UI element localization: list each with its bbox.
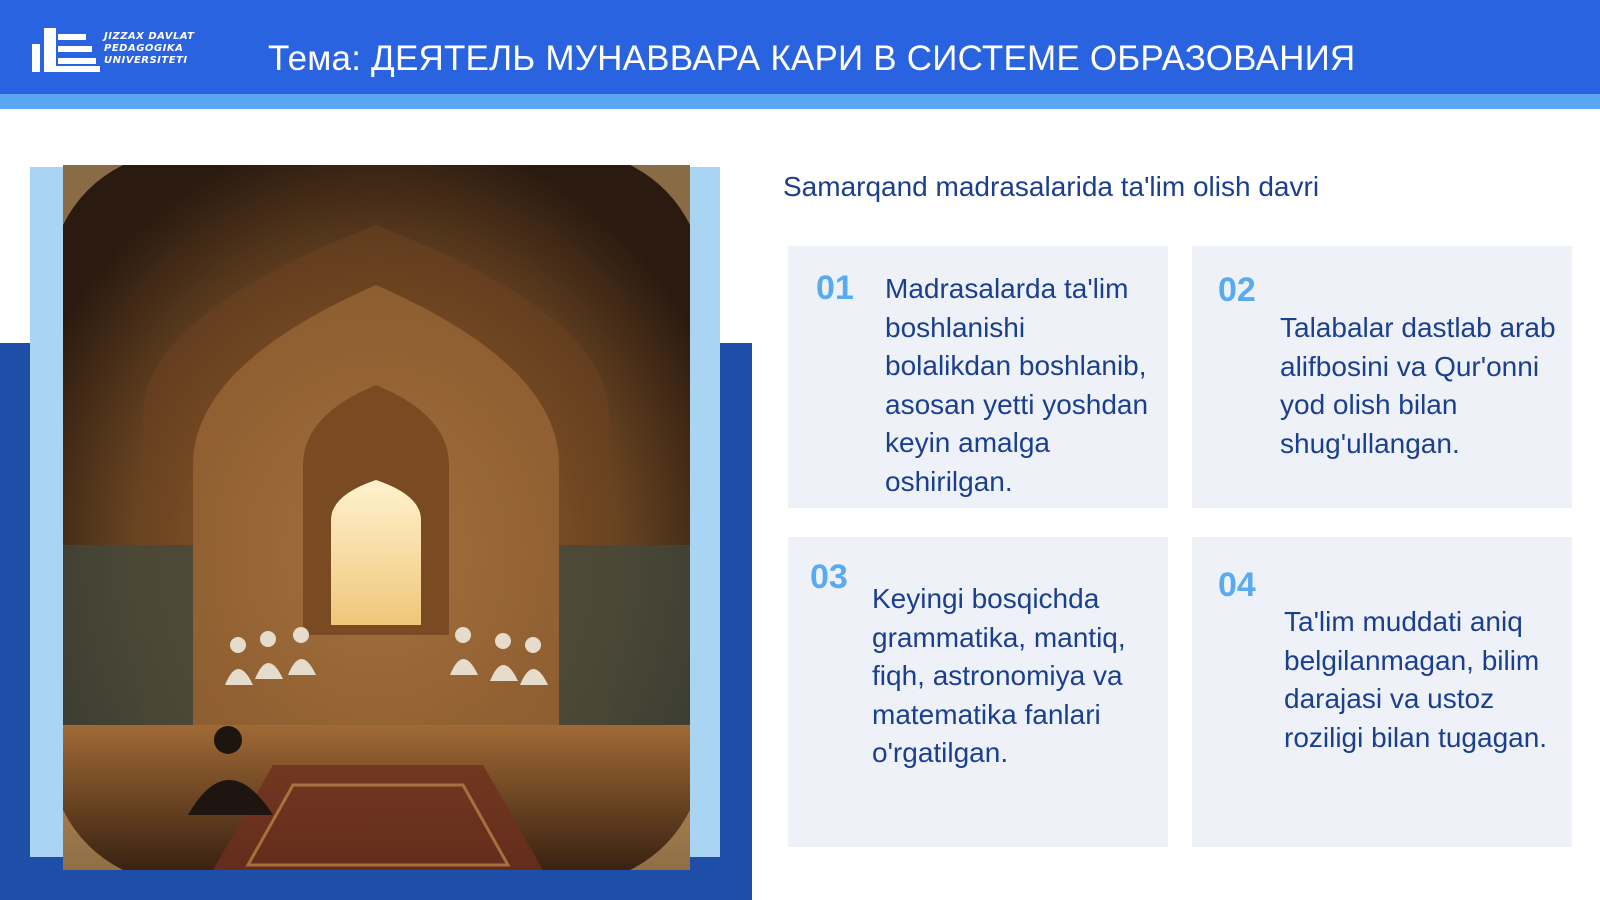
info-card xyxy=(1192,246,1572,508)
madrasa-illustration xyxy=(63,165,690,870)
card-number: 04 xyxy=(1218,566,1256,604)
logo-text xyxy=(104,31,234,67)
info-card xyxy=(1192,537,1572,847)
slide-title: Тема: ДЕЯТЕЛЬ МУНАВВАРА КАРИ В СИСТЕМЕ ОБРАЗОВАНИЯ xyxy=(268,39,1356,78)
info-card xyxy=(788,537,1168,847)
logo-line-2: PEDAGOGIKA xyxy=(104,43,184,54)
logo-line-3: UNIVERSITETI xyxy=(104,55,188,66)
card-number: 02 xyxy=(1218,271,1256,309)
card-text: Madrasalarda ta'lim boshlanishi bolalikdan boshlanib, asosan yetti yoshdan keyin amalga oshirilgan. xyxy=(885,273,1149,497)
card-number: 03 xyxy=(810,558,848,596)
card-text: Talabalar dastlab arab alifbosini va Qur'onni yod olish bilan shug'ullangan. xyxy=(1280,312,1556,459)
university-logo xyxy=(30,26,230,76)
header-accent-stripe xyxy=(0,94,1600,109)
info-card xyxy=(788,246,1168,508)
card-text: Ta'lim muddati aniq belgilanmagan, bilim darajasi va ustoz roziligi bilan tugagan. xyxy=(1284,606,1548,753)
logo-line-1: JIZZAX DAVLAT xyxy=(104,31,195,42)
logo-mark-icon xyxy=(30,26,100,74)
section-subtitle: Samarqand madrasalarida ta'lim olish davri xyxy=(783,171,1320,202)
header-bar xyxy=(0,0,1600,94)
card-text: Keyingi bosqichda grammatika, mantiq, fiqh, astronomiya va matematika fanlari o'rgatilgan. xyxy=(872,583,1126,769)
card-number: 01 xyxy=(816,269,854,307)
